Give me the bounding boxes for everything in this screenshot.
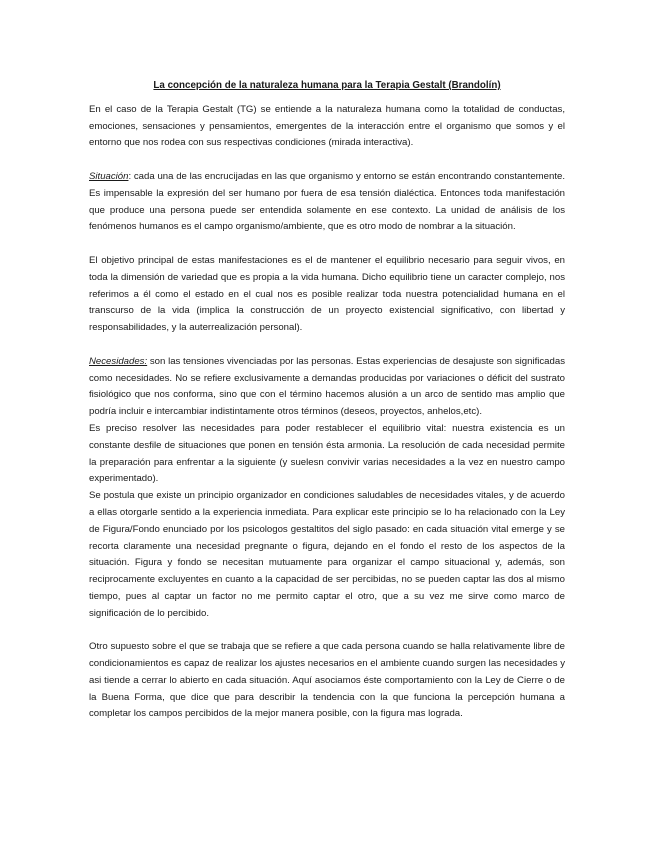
principio-organizador-paragraph: Se postula que existe un principio organizador en condiciones saludables de necesidades vitales, y de acuerdo a ellas otorgarle sentido a la experiencia inmediata. Para explicar este principio se lo ha relacionado con la Ley de Figura/Fondo enunciado por los psicologos gestaltitos del siglo pasado: en cada situación vital emerge y se recorta claramente una necesidad pregnante o figura, dejando en el fondo el resto de los aspectos de la situación. Figura y fondo se necesitan mutuamente para organizar el campo situacional y, además, son reciprocamente excluyentes en cuanto a la capacidad de ser percibidas, no se pueden captar las dos al mismo tiempo, pues al captar un factor no me permito captar el otro, que a su vez me sirve como marco de significación de lo percibido. (89, 490, 565, 619)
necesidades-colon: : (144, 355, 148, 367)
situacion-paragraph (89, 169, 565, 236)
necesidades-paragraph (89, 354, 565, 421)
document-page (89, 78, 565, 740)
situacion-text: : cada una de las encrucijadas en las que organismo y entorno se están encontrando constantemente. Es impensable la expresión del ser humano por fuera de esa tensión dialéctica. Entonces toda manifestación que produce una persona puede ser entendida solamente en ese contexto. La unidad de análisis de los fenómenos humanos es el campo organismo/ambiente, que es otro modo de nombrar a la situación. (89, 170, 565, 233)
necesidades-resolver-paragraph: Es preciso resolver las necesidades para poder restablecer el equilibrio vital: nuestra existencia es un constante desfile de situaciones que ponen en tensión ésta armonia. La resolución de cada necesidad permite la preparación para enfrentar a la siguiente (y suelesn convivir varias necesidades a la vez en nuestro campo experimentado). (89, 422, 565, 485)
necesidades-text: son las tensiones vivenciadas por las personas. Estas experiencias de desajuste son significadas como necesidades. No se refiere exclusivamente a demandas producidas por variaciones o déficit del sustrato fisiológico que nos conforma, sino que con el término hacemos alusión a un arco de sentido mas amplio que podría incluir e intercambiar indistintamente otros términos (deseos, proyectos, anhelos,etc). (89, 355, 565, 418)
document-title: La concepción de la naturaleza humana para la Terapia Gestalt (Brandolín) (153, 80, 501, 91)
otro-supuesto-paragraph: Otro supuesto sobre el que se trabaja que se refiere a que cada persona cuando se halla relativamente libre de condicionamientos es capaz de realizar los ajustes necesarios en el ambiente cuando surgen las necesidades y asi tiende a cerrar lo abierto en cada situación. Aquí asociamos éste comportamiento con la Ley de Cierre o de la Buena Forma, que dice que para describir la tendencia con la que funciona la percepción humana a completar los campos percibidos de la mejor manera posible, con la figura mas lograda. (89, 641, 565, 720)
necesidades-term: Necesidades (89, 355, 145, 367)
intro-paragraph: En el caso de la Terapia Gestalt (TG) se entiende a la naturaleza humana como la totalidad de conductas, emociones, sensaciones y pensamientos, emergentes de la interacción entre el organismo que somos y el entorno que nos rodea con sus respectivas condiciones (mirada interactiva). (89, 103, 565, 149)
objetivo-paragraph: El objetivo principal de estas manifestaciones es el de mantener el equilibrio necesario para seguir vivos, en toda la dimensión de variedad que es propia a la vida humana. Dicho equilibrio tiene un caracter complejo, nos referimos a él como el estado en el cual nos es posible realizar toda nuestra potencialidad humana en el transcurso de la vida (implica la construcción de un proyecto existencial significativo, con libertad y responsabilidades, y la auterrealización personal). (89, 254, 565, 334)
situacion-term: Situación (89, 170, 129, 182)
